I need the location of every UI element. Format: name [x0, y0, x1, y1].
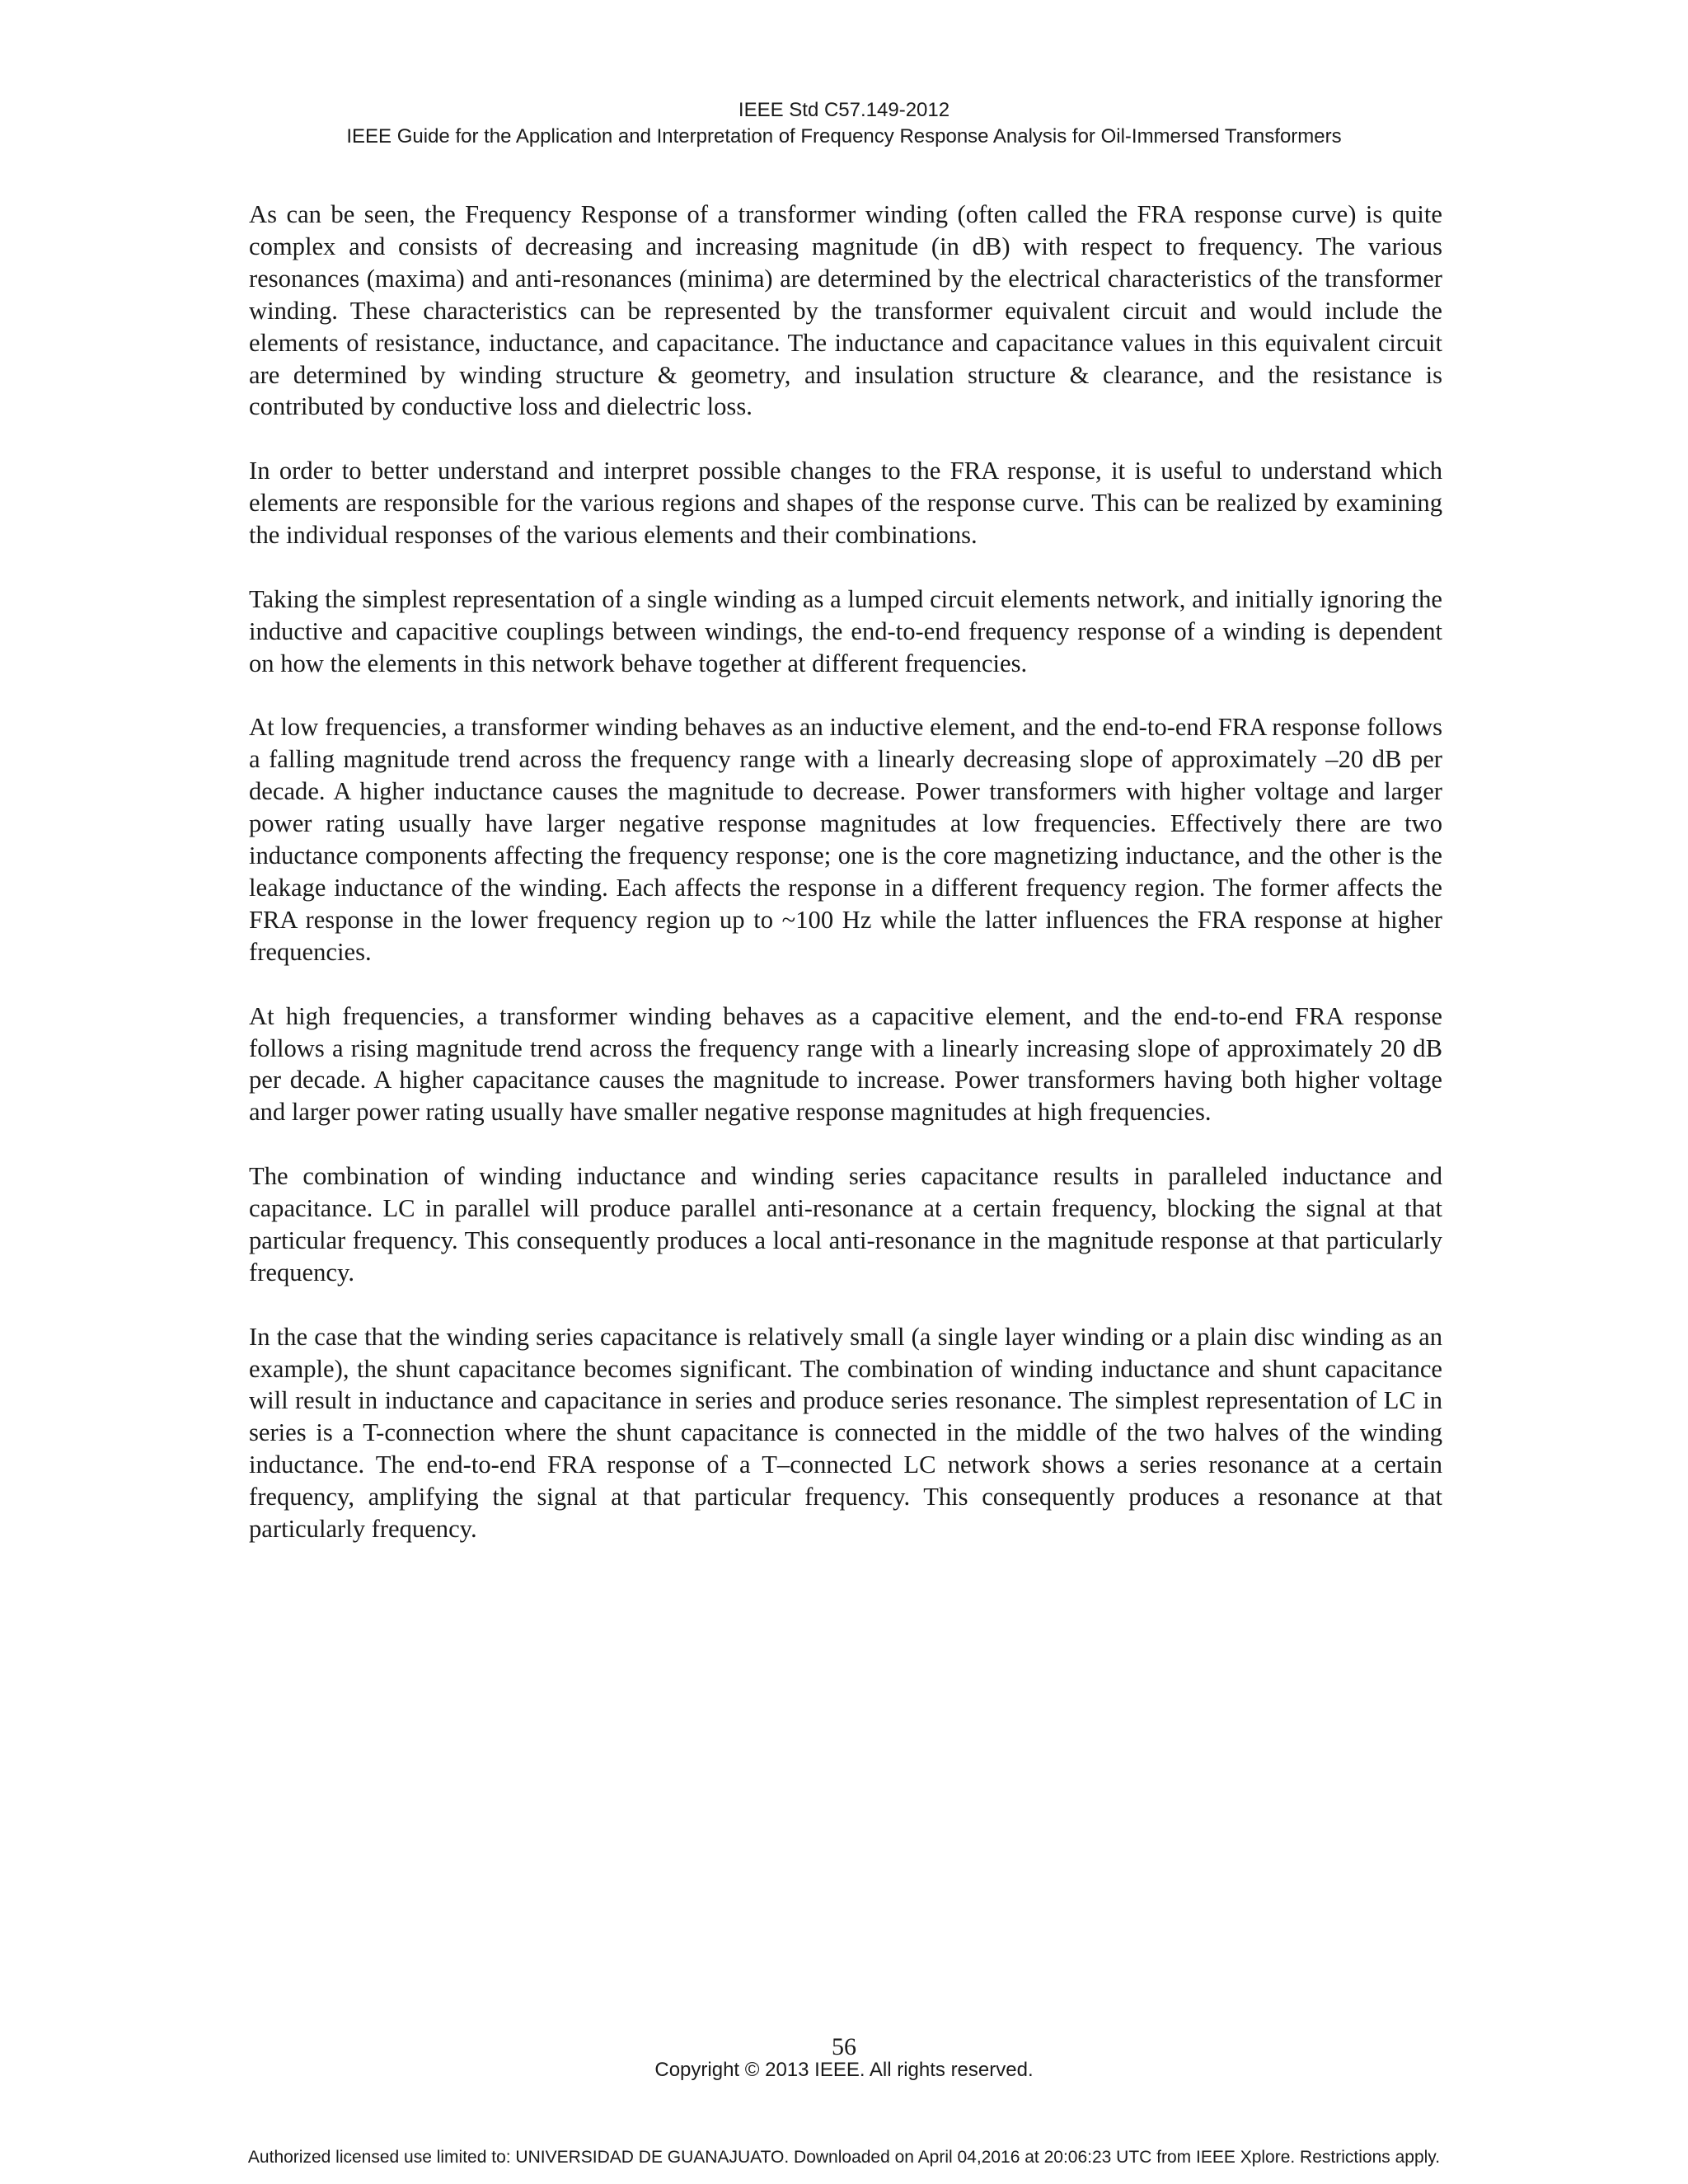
paragraph: At high frequencies, a transformer winding behaves as a capacitive element, and the end-to-end FRA response follows a rising magnitude trend across the frequency range with a linearly increasing slope of approximately 20 dB per decade. A higher capacitance causes the magnitude to increase. Power transformers having both higher voltage and larger power rating usually have smaller negative response magnitudes at high frequencies.	[249, 1001, 1442, 1127]
paragraph: In the case that the winding series capacitance is relatively small (a single layer winding or a plain disc winding as an example), the shunt capacitance becomes significant. The combination of winding inductance and shunt capacitance will result in inductance and capacitance in series and produce series resonance. The simplest representation of LC in series is a T-connection where the shunt capacitance is connected in the middle of the two halves of the winding inductance. The end-to-end FRA response of a T–connected LC network shows a series resonance at a certain frequency, amplifying the signal at that particular frequency. This consequently produces a resonance at that particularly frequency.	[249, 1322, 1442, 1544]
body-text	[249, 199, 1442, 1577]
document-title: IEEE Guide for the Application and Interpretation of Frequency Response Analysis for Oil-Immersed Transformers	[346, 125, 1342, 148]
paragraph: As can be seen, the Frequency Response of a transformer winding (often called the FRA response curve) is quite complex and consists of decreasing and increasing magnitude (in dB) with respect to frequency. The various resonances (maxima) and anti-resonances (minima) are determined by the electrical characteristics of the transformer winding. These characteristics can be represented by the transformer equivalent circuit and would include the elements of resistance, inductance, and capacitance. The inductance and capacitance values in this equivalent circuit are determined by winding structure & geometry, and insulation structure & clearance, and the resistance is contributed by conductive loss and dielectric loss.	[249, 200, 1442, 421]
license-notice: Authorized licensed use limited to: UNIVERSIDAD DE GUANAJUATO. Downloaded on April 04,2016 at 20:06:23 UTC from IEEE Xplore. Restrictions apply.	[247, 2148, 1441, 2167]
paragraph: At low frequencies, a transformer winding behaves as an inductive element, and the end-to-end FRA response follows a falling magnitude trend across the frequency range with a linearly decreasing slope of approximately –20 dB per decade. A higher inductance causes the magnitude to decrease. Power transformers with higher voltage and larger power rating usually have larger negative response magnitudes at low frequencies. Effectively there are two inductance components affecting the frequency response; one is the core magnetizing inductance, and the other is the leakage inductance of the winding. Each affects the response in a different frequency region. The former affects the FRA response in the lower frequency region up to ~100 Hz while the latter influences the FRA response at higher frequencies.	[249, 713, 1442, 966]
paragraph: The combination of winding inductance and winding series capacitance results in paralleled inductance and capacitance. LC in parallel will produce parallel anti-resonance at a certain frequency, blocking the signal at that particular frequency. This consequently produces a local anti-resonance in the magnitude response at that particularly frequency.	[249, 1162, 1442, 1286]
page-header	[0, 97, 1688, 150]
paragraph: In order to better understand and interpret possible changes to the FRA response, it is useful to understand which elements are responsible for the various regions and shapes of the response curve. This can be realized by examining the individual responses of the various elements and their combinations.	[249, 457, 1442, 550]
paragraph: Taking the simplest representation of a single winding as a lumped circuit elements network, and initially ignoring the inductive and capacitive couplings between windings, the end-to-end frequency response of a winding is dependent on how the elements in this network behave together at different frequencies.	[249, 584, 1442, 677]
standard-number: IEEE Std C57.149-2012	[738, 99, 950, 121]
page-number: 56	[832, 2033, 856, 2060]
copyright-notice: Copyright © 2013 IEEE. All rights reserved.	[654, 2059, 1034, 2081]
